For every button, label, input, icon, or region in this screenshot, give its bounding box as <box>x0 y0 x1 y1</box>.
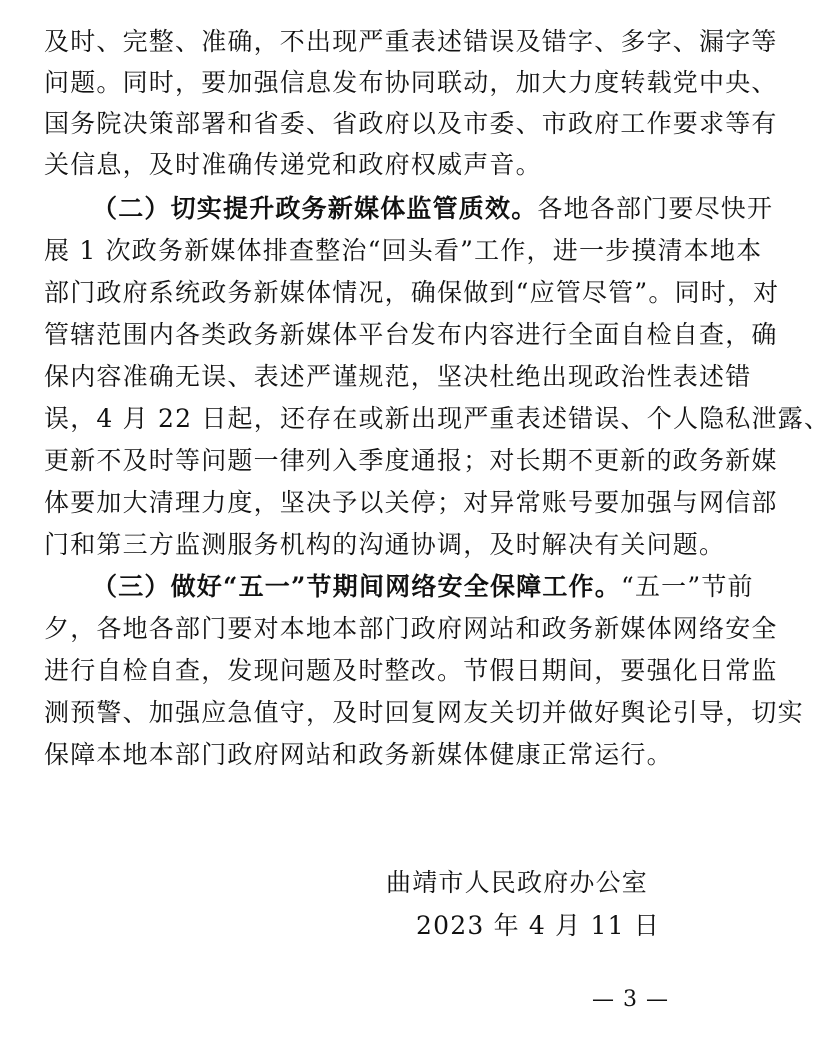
section-2-first-line <box>92 188 774 230</box>
section-3-heading: （三）做好“五一”节期间网络安全保障工作。 <box>92 572 621 601</box>
signature-organization: 曲靖市人民政府办公室 <box>386 868 649 897</box>
paragraph-line: 进行自检自查，发现问题及时整改。节假日期间，要强化日常监 <box>44 656 778 685</box>
paragraph-line: 关信息，及时准确传递党和政府权威声音。 <box>44 150 542 179</box>
paragraph-line: 测预警、加强应急值守，及时回复网友关切并做好舆论引导，切实 <box>44 698 804 727</box>
paragraph-line: 部门政府系统政务新媒体情况，确保做到“应管尽管”。同时，对 <box>44 278 780 307</box>
paragraph-line: 保障本地本部门政府网站和政务新媒体健康正常运行。 <box>44 740 673 769</box>
paragraph-line: 问题。同时，要加强信息发布协同联动，加大力度转载党中央、 <box>44 68 778 97</box>
section-2-text: 各地各部门要尽快开 <box>537 194 774 223</box>
paragraph-line: 误，4 月 22 日起，还存在或新出现严重表述错误、个人隐私泄露、 <box>44 404 830 433</box>
section-3-text: “五一”节前 <box>620 572 754 601</box>
paragraph-line: 展 1 次政务新媒体排查整治“回头看”工作，进一步摸清本地本 <box>44 236 763 265</box>
signature-date: 2023 年 4 月 11 日 <box>416 911 661 940</box>
paragraph-line: 管辖范围内各类政务新媒体平台发布内容进行全面自检自查，确 <box>44 320 778 349</box>
paragraph-line: 更新不及时等问题一律列入季度通报；对长期不更新的政务新媒 <box>44 446 778 475</box>
page-number: — 3 — <box>592 987 669 1012</box>
paragraph-line: 夕，各地各部门要对本地本部门政府网站和政务新媒体网络安全 <box>44 614 778 643</box>
paragraph-line: 门和第三方监测服务机构的沟通协调，及时解决有关问题。 <box>44 530 726 559</box>
paragraph-line: 体要加大清理力度，坚决予以关停；对异常账号要加强与网信部 <box>44 488 778 517</box>
paragraph-line: 国务院决策部署和省委、省政府以及市委、市政府工作要求等有 <box>44 109 778 138</box>
paragraph-line: 保内容准确无误、表述严谨规范，坚决杜绝出现政治性表述错 <box>44 362 752 391</box>
section-2-heading: （二）切实提升政务新媒体监管质效。 <box>92 194 538 223</box>
section-3-first-line <box>92 566 754 608</box>
paragraph-line: 及时、完整、准确，不出现严重表述错误及错字、多字、漏字等 <box>44 27 778 56</box>
